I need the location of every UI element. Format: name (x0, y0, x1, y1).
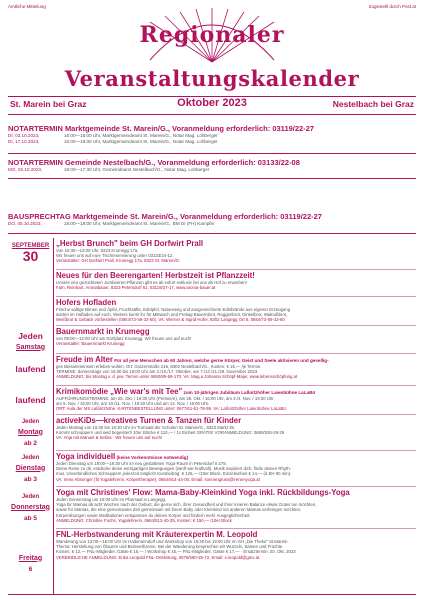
event-separator (56, 385, 416, 386)
event-item (56, 387, 418, 412)
event-separator (56, 296, 416, 297)
event-text-line: am 5. Nov. / 16:00 Uhr, am 10./11. Nov. / 19:30 Uhr und am 12. Nov. / 16:00 Uhr. (56, 401, 210, 407)
event-text-line: Jeden Dienstag um 18:00—19:30 Uhr im neu gestalteten Yoga-Raum in Petersdorf II 275. (56, 461, 227, 466)
event-detail-line: ANMELDUNG: Christine Fuchs, Yogalehrerin, 0664/513-40-25, Kosten: € 150,— /10er Block (56, 517, 232, 523)
notice-heading: NOTARTERMIN Marktgemeinde St. Marein/G., Voranmeldung erforderlich: 03119/22-27 (8, 124, 315, 133)
event-separator (56, 325, 416, 326)
event-item (56, 327, 418, 346)
event-separator (56, 450, 416, 451)
event-text-line: Körperübungen sowie Meditationen entspannen du deinen Körper und fördern mehr Ausgeglichenheit. (56, 512, 251, 518)
event-detail-line: Veranstalter: GH Dorfwirt Prall, Krumegg 17a, 8323 St. Marein/G. (56, 258, 181, 264)
event-text-line: Kosten: € 12,— FNL-Mitglieder, Gäste € 15,— / Workshop € 15,— FNL-Mitglieder, Gäste € 17,— · Ersatztermin: 20. Okt. 2023 (56, 549, 296, 555)
notice-line: DI, 17.10.2023, 16:00—18:00 Uhr, Marktgemeindeamt St. Marein/G., Notar Mag. Lohberger (8, 139, 218, 144)
event-separator (56, 414, 416, 415)
divider (8, 153, 416, 154)
event-date-label: SEPTEMBER 30 (11, 243, 50, 264)
event-detail-line: ANMELDUNG: bis Montag v. d. jew. Termin unter 0650/85-69-170. VA: Mag.a Johanna Schöpf-Majer, www.lebensschöpfung.at (56, 374, 298, 380)
event-title: Yoga mit Christines' Flow: Mama-Baby-Kleinkind Yoga inkl. Rückbildungs-Yoga (56, 488, 350, 497)
event-separator (56, 486, 416, 487)
event-detail-line: Veranstalter: Bauernmarkt Krumegg (56, 341, 125, 347)
event-item (56, 239, 418, 264)
notice-line: DI, 03.10.2023, 16:00—18:00 Uhr, Marktgemeindeamt St. Marein/G., Notar Mag. Lohberger (8, 133, 218, 138)
event-date-label (8, 297, 53, 325)
event-text-line: Frische saftige Birnen und Äpfel, Fruchtsäfte, Edelpfel, Naturessig und ausgezeichnete Edelbrände aus eigener Erzeugung (56, 307, 291, 312)
event-date-label (8, 270, 53, 296)
town-right: Nestelbach bei Graz (332, 99, 414, 109)
event-text-line: sowie für Mamas, die eine gemeinsame Zeit gemeinsam mit ihrem Baby oder Kleinkind mit anderen Mamas verbringen möchten. (56, 507, 302, 513)
event-detail-line: VA: Irene Absenger (fit Yogalehrerin, Körpertherapie), 0664/914-44-00, Email: sonnengruss@ireneAyoga.at (56, 476, 260, 482)
event-title: FNL-Herbstwanderung mit Kräuterexpertin M. Leopold (56, 530, 258, 539)
event-date-label: laufend (15, 394, 46, 405)
event-text-line: Thema: Herstellung von Ölauren und Beinwellcreme. Bei der Wanderung besprechen wir Wurzeln, Samen und Früchte. (56, 544, 284, 550)
event-date-label: Jeden Montag ab 2 (18, 418, 43, 447)
event-date-label: Freitag 6 (18, 554, 43, 573)
event-title: Yoga individuell (keine Vorkenntnisse notwendig) (56, 452, 189, 461)
event-separator (56, 528, 416, 529)
event-item (56, 530, 418, 560)
notice-heading: NOTARTERMIN Gemeinde Nestelbach/G., Voranmeldung erforderlich: 03133/22-08 (8, 158, 300, 167)
divider (8, 233, 416, 234)
event-date-label: Jeden Dienstag ab 3 (15, 454, 46, 483)
event-text-line: Jeden Donnerstag um 10:00 Uhr im Pfarrsaal in Langegg. (56, 497, 167, 502)
event-text-line: AUFFÜHRUNGSTERMINE: am 25. Okt. / 19:30 Uhr (Premiere), am 28. Okt. / 16:00 Uhr, am 3./4. Nov. / 19:30 Uhr, (56, 396, 275, 401)
event-separator (56, 269, 416, 270)
event-text-line: ges Beisammensein erleben wollen, Ort: Grazerstraße 216, 8302 Nestelbach/G., Kosten: € 15,— /je Termin. (56, 364, 262, 369)
event-title: Hofers Hofladen (56, 298, 117, 307)
event-detail-line: Weißbrot & Gebäck vorbestellen (0664/73-59-33-60). VA: Werner & Ingrid Hofer, 8302 Langegg Ort 6, 0664/73-59-33-60 (56, 317, 285, 323)
event-text-line: Wir freuen uns auf eure Tischreservierung unter 03133/24-12. (56, 253, 174, 259)
event-text-line: Deine Reise zu dir, entdecke deine einzigartigen Bewegungen (sanft wie kraftvoll). Musik inspiriert dich, finde deinen Rhyth- (56, 466, 292, 472)
divider (8, 178, 416, 179)
postal-note-label: Zugestellt durch Post.at (368, 4, 416, 9)
event-date-label: laufend (15, 364, 46, 374)
notary-st-marein (8, 124, 416, 145)
page-title-calendar: Veranstaltungskalender (64, 66, 360, 91)
event-title: „Herbst Brunch" beim GH Dorfwirt Prall (56, 239, 204, 248)
event-text-line: TERMINE: donnerstags von 15:30 bis 18:00 Uhr am 3./10./17. Oktober, am 7./14./21./28. November 2023. (56, 369, 259, 375)
notice-heading: BAUSPRECHTAG Marktgemeinde St. Marein/G., Voranmeldung erforderlich: 03119/22-27 (8, 212, 322, 221)
event-separator (56, 353, 416, 354)
event-item (56, 452, 418, 482)
header-divider-bottom (8, 114, 416, 115)
event-title: Krimikomödie „Wie war's mit Tee" zum 10-jährigen Jubiläum Laßnitzhöher Laienbühne LaLaBü (56, 387, 316, 396)
notary-nestelbach (8, 158, 416, 173)
notice-line: MO, 02.10.2023, 16:00—17:30 Uhr, Gemeindeamt Nestelbach/G., Notar Mag. Lohberger (8, 167, 210, 172)
event-item (56, 416, 418, 441)
event-text-line: Unsere neu gezüchteten Jumbeeren-Pflanzen gibt es ab sofort exklusiv bei uns ab Hof zu erwerben! (56, 280, 247, 285)
event-detail-line: VERBINDLICHE ANMELDUNG: Erika Leopold FNL-Ortsleitung, 0676/690-35-72, Email: e.leopold@gmx.at (56, 554, 260, 560)
event-text-line: Wanderung von 13:00—15:00 Uhr im Haibmanndorf und Workshop von 15:30 bis 19:00 Uhr im GH „Die Theke" St.Marein. (56, 539, 289, 544)
event-item (56, 355, 418, 380)
event-text-line: Yoga für Mamas ab acht Wochen nach der Geburt, die gerne sich, ihrer Gesundheit und ihrer inneren Balance etwas Gutes tun möchten, (56, 502, 317, 508)
event-date-label: Jeden Donnerstag ab 5 (11, 493, 50, 522)
event-text-line: mus. Unverbindliches Schnuppern jederzeit möglich! Kursbeitrag: € 125,— /10er Block, Einzeleinheit € 14,— (à EH 90 min). (56, 471, 292, 477)
event-text-line: von 09:00—12:00 Uhr am Dorfplatz Krumegg. Wir freuen uns auf euch! (56, 336, 192, 341)
town-left: St. Marein bei Graz (10, 99, 87, 109)
event-text-line: Von 10:30—13:00 Uhr, 8323 Krumegg 17a. (56, 248, 139, 253)
event-date-label: Jeden Samstag (15, 330, 46, 351)
month-title: Oktober 2023 (177, 97, 247, 109)
event-detail-line: VA: Anja mit Manuel & Selina · Wir freuen uns auf euch! (56, 435, 163, 441)
event-text-line: warten im Hofladen auf euch. Weiters konnt ihr für Mittwoch und Freitag Bauernbrot, Roggenbrot, Dinkelbrot, Walnußbrot, (56, 312, 288, 318)
event-title: activeKiDs—kreatives Turnen & Tanzen für Kinder (56, 416, 242, 425)
official-notice-label: Amtliche Mitteilung (8, 4, 46, 9)
event-title: Bauernmarkt in Krumegg (56, 327, 150, 336)
event-item (56, 298, 418, 323)
divider-bottom (8, 594, 416, 595)
event-item (56, 271, 418, 290)
page-title-regional: Regionaler (139, 22, 285, 48)
building-consultation (8, 212, 416, 227)
event-text-line: Kommt schnuppern und seid begeistert! 10er Blöcke € 110,— / 1x Einheit GRATIS! VORANMELDUNG: 0650/526-29-29 (56, 430, 285, 436)
event-title: Neues für den Beerengarten! Herbstzeit ist Pflanzzeit! (56, 271, 255, 280)
notice-line: DO, 05.10.2023, 16:00—18:00 Uhr, Marktgemeindeamt St. Marein/G., BM DI (FH) Kampfer (8, 221, 215, 226)
date-column-divider (53, 238, 54, 594)
event-detail-line: Fam. Reinhart, Aroniabauer, 8323 Petersdorf 61, 03119/27-17, www.aronia-bauer.at (56, 285, 216, 291)
event-text-line: Jeden Montag von 15:30 bis 16:30 Uhr im Turnsaal der Schulen St. Marein/G., 8323 Markt 35. (56, 425, 236, 430)
event-detail-line: ORT: Aula der MS Laßnitzhöhe. KARTENBESTELLUNG unter: 0677/61-61-78-99. VA: Laßnitzhöher Laienbühne LaLaBü (56, 406, 286, 412)
event-item (56, 488, 418, 523)
event-title: Freude im Alter Für all jene Menschen ab 60 Jahren, welche gerne Körper, Geist und Seele aktivieren und gesellig- (56, 355, 329, 364)
